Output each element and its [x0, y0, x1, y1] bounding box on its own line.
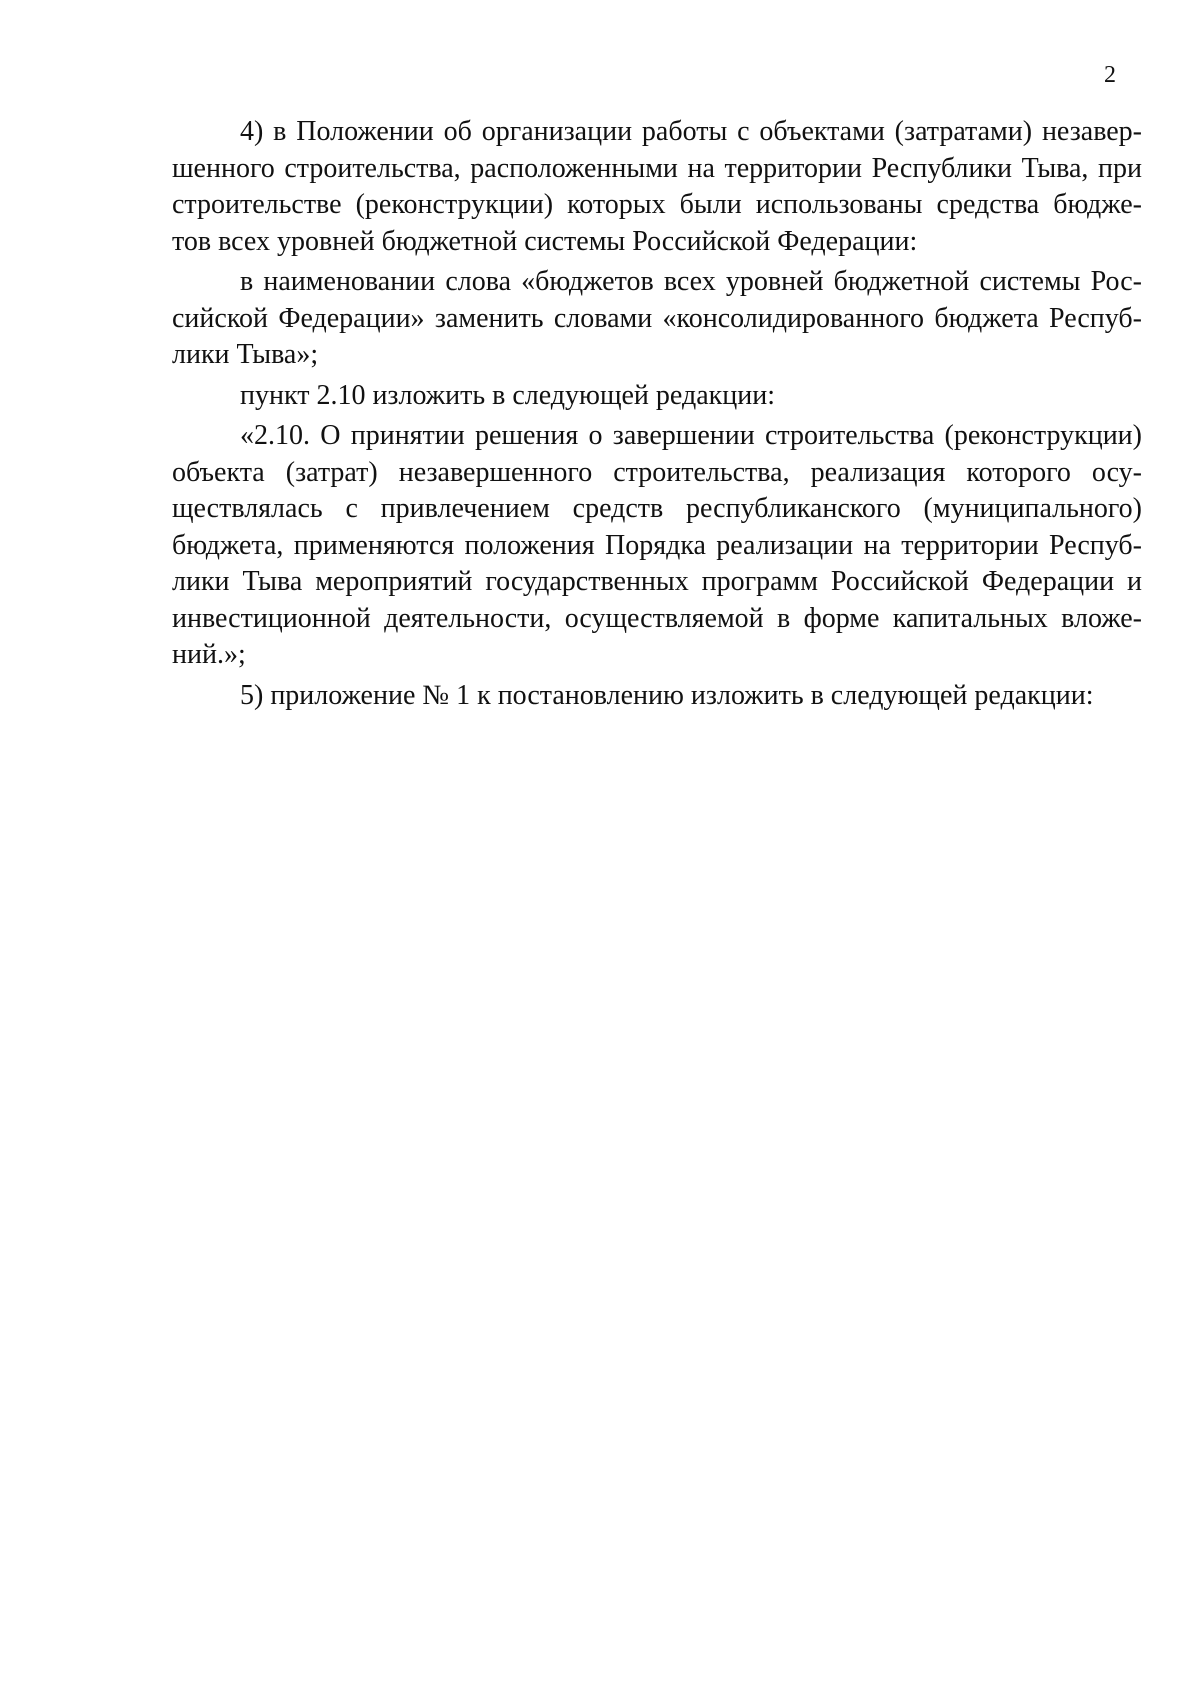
text-line: сийской Федерации» заменить словами «консолидированного бюджета Респуб-	[172, 302, 1142, 334]
text-line: 5) приложение № 1 к постановлению изложить в следующей редакции:	[240, 679, 1094, 711]
text-line: объекта (затрат) незавершенного строительства, реализация которого осу-	[172, 456, 1142, 488]
paragraph-quoted-2-10	[172, 418, 1142, 674]
text-line: шенного строительства, расположенными на территории Республики Тыва, при	[172, 152, 1142, 184]
text-line: строительстве (реконструкции) которых были использованы средства бюдже-	[172, 189, 1142, 220]
text-line: инвестиционной деятельности, осуществляемой в форме капитальных вложе-	[172, 602, 1142, 634]
paragraph-item-5	[172, 678, 1142, 715]
paragraph-point-2-10	[172, 378, 1142, 415]
text-line: бюджета, применяются положения Порядка реализации на территории Респуб-	[172, 529, 1142, 561]
text-line: 4) в Положении об организации работы с объектами (затратами) незавер-	[240, 116, 1142, 147]
text-line: ществлялась с привлечением средств республиканского (муниципального)	[172, 493, 1142, 524]
text-line: лики Тыва»;	[172, 339, 319, 370]
text-line: ний.»;	[172, 639, 246, 670]
paragraph-item-4	[172, 114, 1142, 260]
text-line: пункт 2.10 изложить в следующей редакции:	[240, 379, 775, 411]
page-number: 2	[1104, 62, 1116, 88]
document-body	[172, 114, 1142, 718]
text-line: тов всех уровней бюджетной системы Российской Федерации:	[172, 225, 918, 257]
text-line: в наименовании слова «бюджетов всех уровней бюджетной системы Рос-	[240, 266, 1142, 297]
text-line: лики Тыва мероприятий государственных программ Российской Федерации и	[172, 566, 1142, 597]
text-line: «2.10. О принятии решения о завершении строительства (реконструкции)	[240, 420, 1142, 451]
paragraph-rename	[172, 264, 1142, 374]
